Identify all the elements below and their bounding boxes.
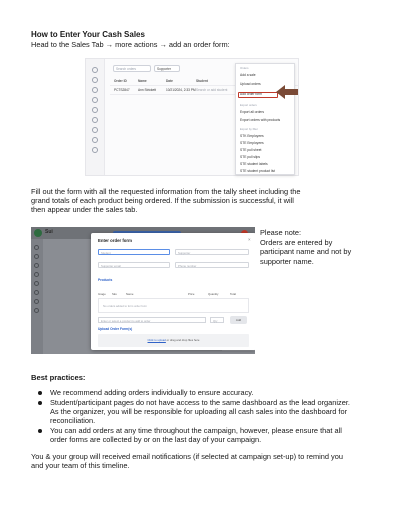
- home-icon: [92, 67, 98, 73]
- side-note: [260, 228, 351, 266]
- supporter-filter[interactable]: Supporter: [154, 65, 180, 72]
- menu-item[interactable]: STE pull slips: [240, 155, 260, 159]
- menu-item[interactable]: STE pull sheet: [240, 148, 262, 152]
- cart-icon: [34, 299, 39, 304]
- note-line: Orders are entered by: [260, 237, 333, 247]
- menu-item[interactable]: STE student product list: [240, 169, 276, 173]
- file-drop-zone[interactable]: [98, 334, 249, 347]
- column-header: Image: [98, 292, 106, 296]
- mail-icon: [34, 281, 39, 286]
- modal-title: Enter order form: [98, 238, 132, 243]
- users-icon: [92, 87, 98, 93]
- list-item: [38, 388, 388, 397]
- help-icon: [92, 147, 98, 153]
- column-header: Price: [188, 292, 195, 296]
- click-to-upload-link[interactable]: Click to upload: [147, 338, 166, 342]
- phone-field[interactable]: Phone number: [175, 262, 249, 268]
- menu-item-upload-orders[interactable]: Upload orders: [240, 82, 261, 86]
- products-empty-state: No orders added to form order form: [98, 298, 249, 313]
- menu-section-label: Export by filter: [240, 127, 258, 131]
- footer-line: You & your group will received email notifications (if selected at campaign set-up) to remind you: [31, 452, 343, 461]
- products-heading: Products: [98, 278, 113, 282]
- gift-icon: [34, 308, 39, 313]
- table-cell: Ann Strickett: [138, 88, 157, 92]
- bullet-icon: [38, 401, 42, 405]
- menu-item-export-all[interactable]: Export all orders: [240, 110, 265, 114]
- pointer-arrow-icon: [276, 85, 298, 99]
- quantity-input[interactable]: Qty: [210, 317, 224, 323]
- list-item-text: order forms are collected by or on the last day of your campaign.: [50, 435, 262, 444]
- list-item-text: As the organizer, you will be responsible for uploading all cash sales into the dashboard for: [50, 407, 348, 416]
- menu-item[interactable]: STK Employees: [240, 134, 264, 138]
- document-icon: [92, 117, 98, 123]
- mail-icon: [92, 107, 98, 113]
- note-line: participant name and not by: [260, 247, 352, 257]
- column-header: Name: [126, 292, 134, 296]
- note-line: supporter name.: [260, 256, 314, 266]
- instructions-line: Fill out the form with all the requested information from the tally sheet including the: [31, 187, 301, 196]
- chart-icon: [34, 254, 39, 259]
- table-cell: 10/21/2024, 2:33 PM: [166, 88, 196, 92]
- settings-icon: [34, 272, 39, 277]
- sidebar: [31, 239, 43, 354]
- more-actions-menu: [235, 63, 295, 175]
- page-title: How to Enter Your Cash Sales: [31, 30, 145, 39]
- gift-icon: [92, 137, 98, 143]
- product-select[interactable]: Enter or select a product to add to order: [98, 317, 206, 323]
- column-header[interactable]: Name: [138, 79, 147, 83]
- close-icon[interactable]: ×: [248, 237, 251, 242]
- supporter-field[interactable]: Supporter: [175, 249, 249, 255]
- menu-item-export-products[interactable]: Export orders with products: [240, 118, 281, 122]
- document-icon: [34, 290, 39, 295]
- drop-zone-text: or drag and drop files here: [166, 338, 200, 342]
- bullet-icon: [38, 429, 42, 433]
- app-logo-icon: [34, 229, 42, 237]
- column-header[interactable]: Order ID: [114, 79, 127, 83]
- supporter-email-field[interactable]: Supporter email: [98, 262, 170, 268]
- list-item-text: You can add orders at any time throughout the campaign, however, please ensure that all: [50, 426, 342, 435]
- users-icon: [34, 263, 39, 268]
- menu-item[interactable]: STE student labels: [240, 162, 268, 166]
- note-line: Please note:: [260, 228, 302, 237]
- cart-icon: [92, 127, 98, 133]
- list-item-text: We recommend adding orders individually to ensure accuracy.: [50, 388, 254, 397]
- app-title: Sui: [45, 229, 53, 235]
- instructions-line: then appear under the sales tab.: [31, 205, 138, 214]
- order-form-modal: [91, 233, 255, 350]
- menu-item[interactable]: STE Employees: [240, 141, 264, 145]
- menu-section-label: Orders: [240, 66, 249, 70]
- search-input[interactable]: Search orders: [113, 65, 151, 72]
- column-header: Quantity: [208, 292, 219, 296]
- list-item: [38, 426, 388, 444]
- list-item: [38, 398, 388, 425]
- student-field[interactable]: Student: [98, 249, 170, 255]
- instructions-line: grand totals of each product being ordered. If the submission is successful, it will: [31, 196, 294, 205]
- upload-order-form-link[interactable]: Upload Order Form(s): [98, 327, 133, 331]
- footer-line: and your team of this timeline.: [31, 461, 130, 470]
- table-cell: Search or add student: [196, 88, 228, 92]
- settings-icon: [92, 97, 98, 103]
- column-header: Sku: [112, 292, 117, 296]
- add-button[interactable]: Add: [230, 316, 247, 324]
- menu-section-label: Export orders: [240, 103, 257, 107]
- list-item-text: Student/participant pages do not have access to the same dashboard as the lead organizer.: [50, 398, 350, 407]
- highlight-box: [238, 92, 278, 98]
- menu-item-add-sale[interactable]: Add a sale: [240, 73, 256, 77]
- order-form-screenshot: [31, 227, 255, 354]
- best-practices-list: [38, 388, 388, 445]
- products-table-header: [98, 291, 249, 297]
- home-icon: [34, 245, 39, 250]
- chart-icon: [92, 77, 98, 83]
- column-header[interactable]: Student: [196, 79, 208, 83]
- menu-item-add-order-form[interactable]: Add order form: [240, 92, 262, 96]
- best-practices-heading: Best practices:: [31, 373, 86, 382]
- sidebar: [86, 59, 105, 175]
- bullet-icon: [38, 391, 42, 395]
- sales-tab-screenshot: [85, 58, 299, 176]
- column-header[interactable]: Date: [166, 79, 173, 83]
- column-header: Total: [230, 292, 236, 296]
- list-item-text: reconciliation.: [50, 416, 96, 425]
- page-subtitle: Head to the Sales Tab → more actions → add an order form:: [31, 40, 230, 49]
- table-cell: PCTS2847: [114, 88, 130, 92]
